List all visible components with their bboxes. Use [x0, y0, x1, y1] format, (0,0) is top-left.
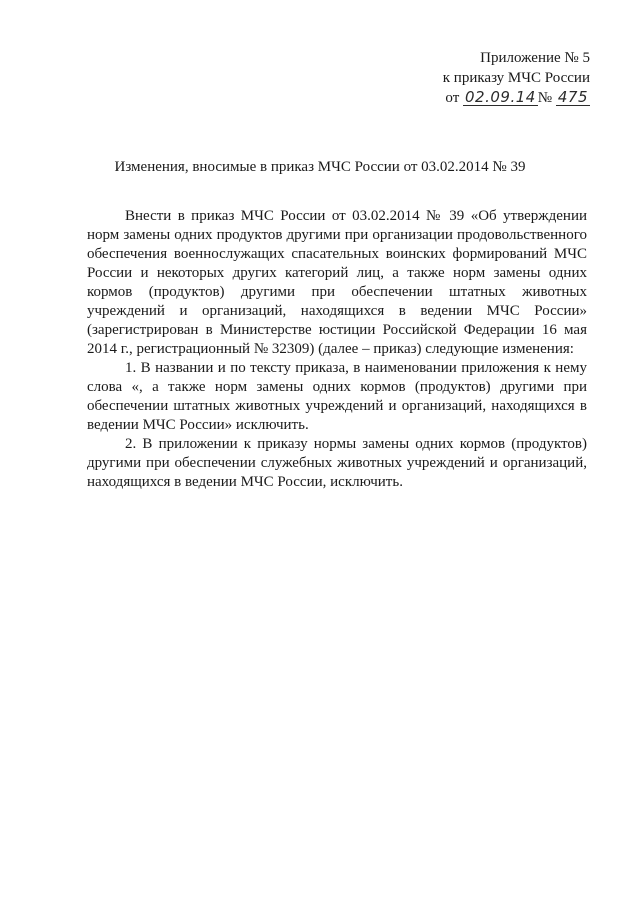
appendix-date-line	[380, 88, 590, 108]
intro-paragraph: Внести в приказ МЧС России от 03.02.2014 № 39 «Об утверждении норм замены одних продуктов другими при организации продовольственного обеспечения военнослужащих спасательных воинских формирований МЧС России и некоторых других категорий лиц, а также норм замены одних кормов (продуктов) другими при обеспечении штатных животных учреждений и организаций, находящихся в ведении МЧС России» (зарегистрирован в Министерстве юстиции Российской Федерации 16 мая 2014 г., регистрационный № 32309) (далее – приказ) следующие изменения:	[87, 208, 587, 357]
change-item-1: 1. В названии и по тексту приказа, в наименовании приложения к нему слова «, а также норм замены одних кормов (продуктов) другими при обеспечении штатных животных учреждений и организаций, находящихся в ведении МЧС России» исключить.	[87, 360, 587, 433]
appendix-order-ref: к приказу МЧС России	[442, 70, 590, 86]
document-body	[87, 207, 587, 492]
change-item-2: 2. В приложении к приказу нормы замены одних кормов (продуктов) другими при обеспечении служебных животных учреждений и организаций, находящихся в ведении МЧС России, исключить.	[87, 436, 587, 490]
date-prefix: от	[445, 90, 460, 106]
document-title: Изменения, вносимые в приказ МЧС России от 03.02.2014 № 39	[114, 159, 526, 175]
handwritten-number: 475	[557, 88, 588, 106]
handwritten-date: 02.09.14	[465, 88, 536, 106]
appendix-number: Приложение № 5	[480, 50, 590, 66]
number-label: №	[537, 90, 553, 106]
appendix-header	[380, 48, 590, 108]
